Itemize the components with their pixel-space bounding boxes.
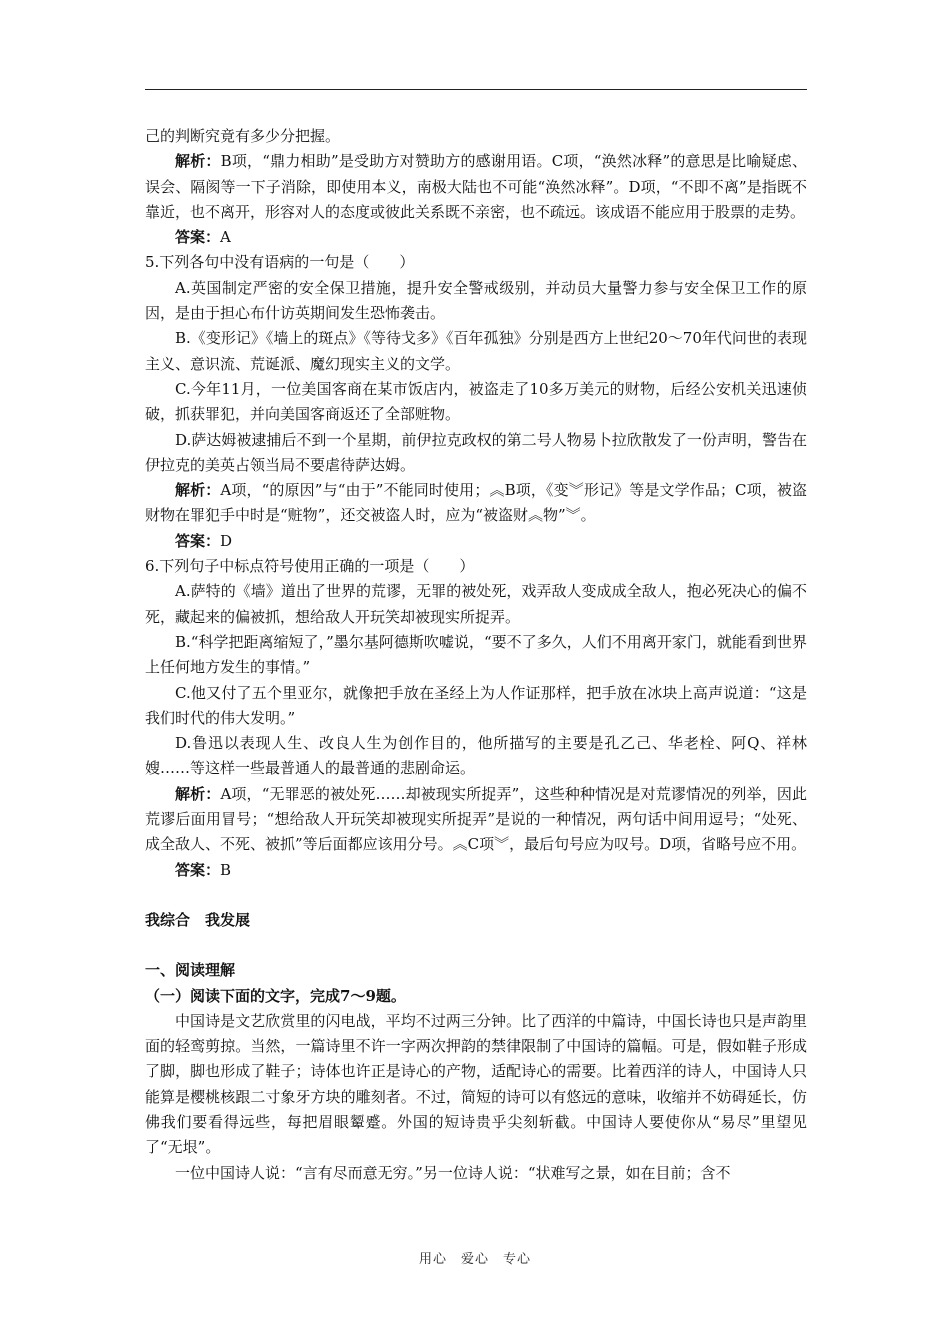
question-6: 6.下列句子中标点符号使用正确的一项是（ ） (145, 557, 475, 576)
analysis-text: A项，“的原因”与“由于”不能同时使用；︽B项，《变︾形记》等是文学作品；C项，被盗财物在罪犯手中时是“赃物”，还交被盗人时，应为“被盗财︽物”︾。 (145, 481, 807, 525)
option-5c: C.今年11月，一位美国客商在某市饭店内，被盗走了10多万美元的财物，后经公安机关迅速侦破，抓获罪犯，并向美国客商返还了全部赃物。 (145, 379, 807, 424)
analysis-label: 解析： (175, 481, 221, 500)
sub-heading: （一）阅读下面的文字，完成7～9题。 (145, 986, 406, 1005)
answer-value: A (220, 228, 231, 247)
option-6a: A.萨特的《墙》道出了世界的荒谬，无罪的被处死，戏弄敌人变成成全敌人，抱必死决心的偏不死，藏起来的偏被抓，想给敌人开玩笑却被现实所捉弄。 (145, 582, 807, 626)
passage-paragraph-1: 中国诗是文艺欣赏里的闪电战，平均不过两三分钟。比了西洋的中篇诗，中国长诗也只是声韵里面的轻鸾剪掠。当然，一篇诗里不许一字两次押韵的禁律限制了中国诗的篇幅。可是，假如鞋子形成了脚，脚也形成了鞋子；诗体也许正是诗心的产物，适配诗心的需要。比着西洋的诗人，中国诗人只能算是樱桃核跟二寸象牙方块的雕刻者。不过，简短的诗可以有悠远的意味，收缩并不妨碍延长，仿佛我们要看得远些，每把眉眼颦蹙。外国的短诗贵乎尖刻斩截。中国诗人要使你从“易尽”里望见了“无垠”。 (145, 1011, 807, 1157)
option-5a: A.英国制定严密的安全保卫措施，提升安全警戒级别，并动员大量警力参与安全保卫工作的原因，是由于担心布什访英期间发生恐怖袭击。 (145, 278, 807, 323)
analysis-text: A项，“无罪恶的被处死……却被现实所捉弄”，这些种种情况是对荒谬情况的列举，因此荒谬后面用冒号；“想给敌人开玩笑却被现实所捉弄”是说的一种情况，两句话中间用逗号；“处死、成全敌人、不死、被抓”等后面都应该用分号。︽C项︾，最后句号应为叹号。D项，省略号应不用。 (145, 784, 807, 854)
option-5d: D.萨达姆被逮捕后不到一个星期，前伊拉克政权的第二号人物易卜拉欣散发了一份声明，警告在伊拉克的美英占领当局不要虐待萨达姆。 (145, 430, 807, 474)
option-6b: B.“科学把距离缩短了，”墨尔基阿德斯吹嘘说，“要不了多久，人们不用离开家门，就能看到世界上任何地方发生的事情。” (145, 632, 807, 677)
analysis-4 (145, 149, 807, 225)
analysis-text: B项，“鼎力相助”是受助方对赞助方的感谢用语。C项，“涣然冰释”的意思是比喻疑虑、误会、隔阂等一下子消除，即使用本义，南极大陆也不可能“涣然冰释”。D项，“不即不离”是指既不靠近，也不离开，形容对人的态度或彼此关系既不亲密，也不疏远。该成语不能应用于股票的走势。 (145, 152, 807, 221)
question-5: 5.下列各句中没有语病的一句是（ ） (145, 253, 415, 272)
passage-paragraph-2: 一位中国诗人说：“言有尽而意无穷。”另一位诗人说：“状难写之景，如在目前；含不 (175, 1163, 731, 1182)
analysis-label: 解析： (175, 784, 221, 803)
analysis-label: 解析： (175, 152, 221, 171)
spacer (145, 933, 807, 958)
answer-value: D (220, 531, 233, 550)
answer-4 (145, 225, 807, 250)
answer-value: B (220, 860, 232, 879)
option-6c: C.他又付了五个里亚尔，就像把手放在圣经上为人作证那样，把手放在冰块上高声说道：“这是我们时代的伟大发明。” (145, 683, 807, 727)
answer-label: 答案： (175, 228, 221, 247)
analysis-6 (145, 782, 807, 858)
continued-line: 己的判断究竟有多少分把握。 (145, 127, 341, 145)
spacer (145, 883, 807, 908)
answer-label: 答案： (175, 531, 221, 550)
option-5b: B.《变形记》《墙上的斑点》《等待戈多》《百年孤独》分别是西方上世纪20～70年代问世的表现主义、意识流、荒诞派、魔幻现实主义的文学。 (145, 329, 807, 373)
section-title: 我综合 我发展 (145, 910, 251, 929)
part-heading: 一、阅读理解 (145, 961, 236, 980)
answer-6 (145, 858, 807, 883)
answer-label: 答案： (175, 860, 221, 879)
page-footer: 用心 爱心 专心 (418, 1252, 531, 1267)
analysis-5 (145, 478, 807, 529)
answer-5 (145, 529, 807, 554)
option-6d: D.鲁迅以表现人生、改良人生为创作目的，他所描写的主要是孔乙己、华老栓、阿Q、祥林嫂……等这样一些最普通人的最普通的悲剧命运。 (145, 734, 807, 778)
document-body (145, 124, 807, 1186)
header-rule (145, 89, 807, 90)
